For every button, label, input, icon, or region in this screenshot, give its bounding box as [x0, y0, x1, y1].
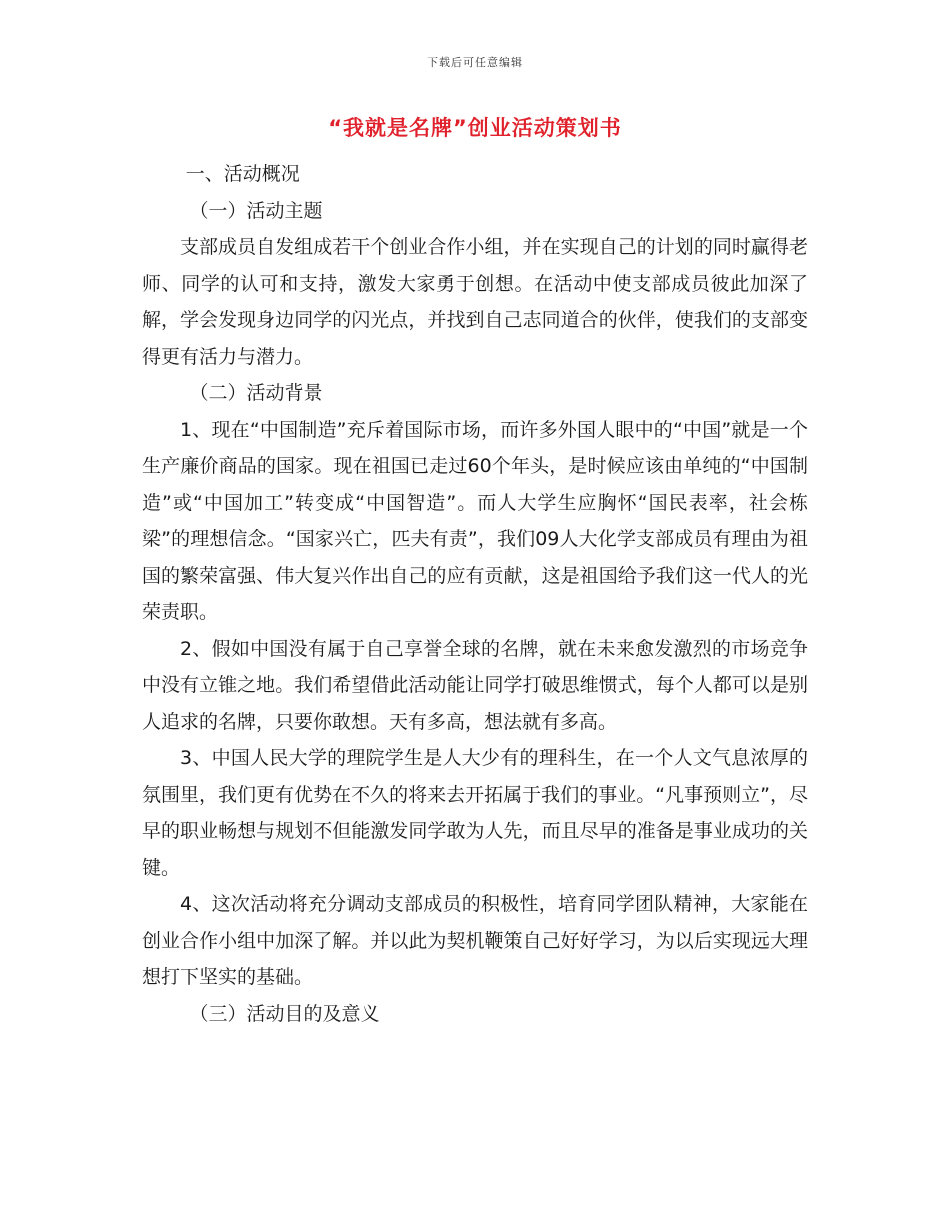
subsection-heading-purpose: （三）活动目的及意义: [189, 1002, 380, 1025]
subsection-heading-theme: （一）活动主题: [189, 199, 323, 222]
paragraph-background-1: 1、现在“中国制造”充斥着国际市场，而许多外国人眼中的“中国”就是一个生产廉价商品的国家。现在祖国已走过60个年头，是时候应该由单纯的“中国制造”或“中国加工”转变成“中国智造”。而人大学生应胸怀“国民表率，社会栋梁”的理想信念。“国家兴亡，匹夫有责”，我们09人大化学支部成员有理由为祖国的繁荣富强、伟大复兴作出自己的应有贡献，这是祖国给予我们这一代人的光荣责职。: [142, 418, 808, 623]
document-body: [142, 156, 808, 1032]
paragraph-background-3: 3、中国人民大学的理院学生是人大少有的理科生，在一个人文气息浓厚的氛围里，我们更有优势在不久的将来去开拓属于我们的事业。“凡事预则立”，尽早的职业畅想与规划不但能激发同学敢为人先，而且尽早的准备是事业成功的关键。: [142, 747, 808, 879]
subsection-heading-background: （二）活动背景: [189, 382, 323, 404]
paragraph-background-2: 2、假如中国没有属于自己享誉全球的名牌，就在未来愈发激烈的市场竞争中没有立锥之地。我们希望借此活动能让同学打破思维惯式，每个人都可以是别人追求的名牌，只要你敢想。天有多高，想法就有多高。: [142, 637, 808, 733]
document-title: “我就是名牌”创业活动策划书: [328, 116, 622, 140]
paragraph-theme: 支部成员自发组成若干个创业合作小组，并在实现自己的计划的同时赢得老师、同学的认可和支持，激发大家勇于创想。在活动中使支部成员彼此加深了解，学会发现身边同学的闪光点，并找到自己志同道合的伙伴，使我们的支部变得更有活力与潜力。: [142, 236, 808, 368]
section-heading-overview: 一、活动概况: [185, 163, 300, 185]
paragraph-background-4: 4、这次活动将充分调动支部成员的积极性，培育同学团队精神，大家能在创业合作小组中加深了解。并以此为契机鞭策自己好好学习，为以后实现远大理想打下坚实的基础。: [142, 893, 808, 988]
page-header-note: 下载后可任意编辑: [427, 56, 523, 69]
